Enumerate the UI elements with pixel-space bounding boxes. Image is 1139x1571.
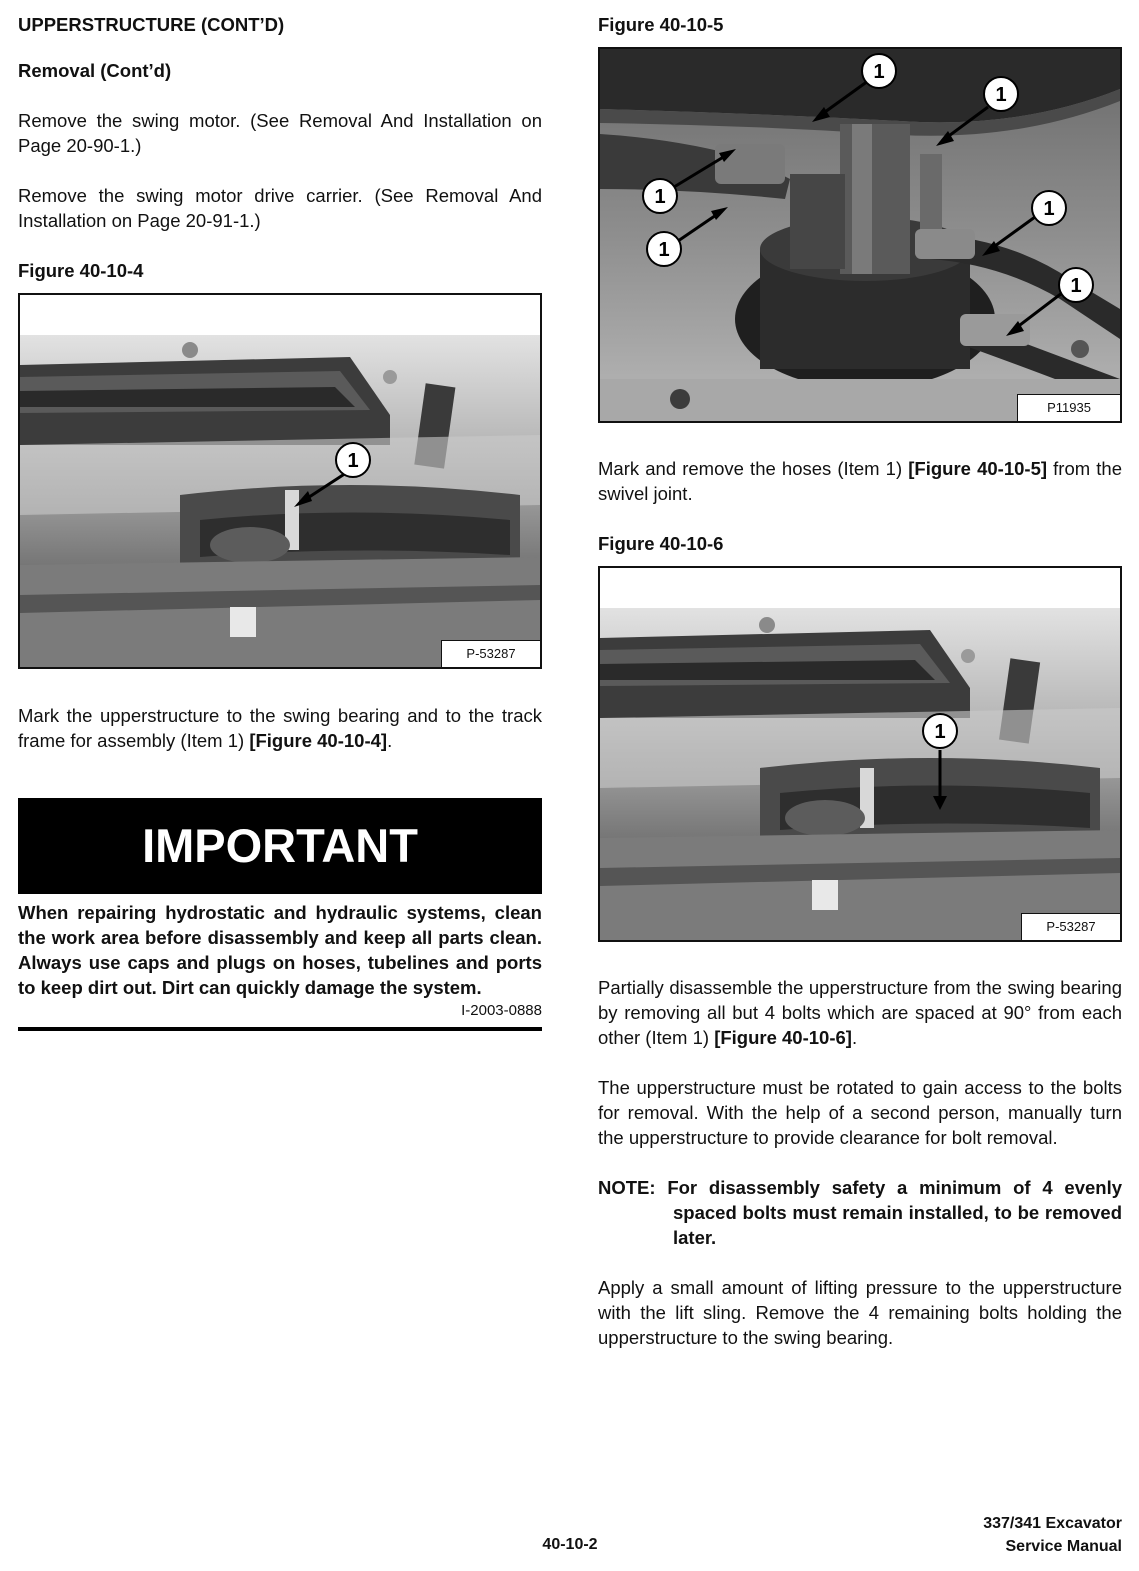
figure-40-10-6 (598, 566, 1122, 942)
important-heading: IMPORTANT (18, 798, 542, 894)
photo-number: P-53287 (1021, 913, 1120, 940)
paragraph-remove-swing-motor: Remove the swing motor. (See Removal And Installation on Page 20-90-1.) (18, 110, 542, 156)
figure-title: Figure 40-10-6 (598, 533, 724, 554)
callout-label: 1 (1070, 275, 1082, 297)
left-column (18, 12, 542, 1031)
callout-label: 1 (873, 61, 885, 83)
note-disassembly-safety: NOTE: For disassembly safety a minimum of 4 evenly spaced bolts must remain installed, to be removed later. (598, 1177, 1122, 1248)
important-reference: I-2003-0888 (461, 1002, 542, 1019)
callout-label: 1 (654, 186, 666, 208)
paragraph-remove-drive-carrier: Remove the swing motor drive carrier. (See Removal And Installation on Page 20-91-1.) (18, 185, 542, 231)
callout-label: 1 (347, 450, 359, 472)
manual-title-line1: 337/341 Excavator (983, 1515, 1122, 1532)
photo-number: P-53287 (441, 640, 540, 667)
callout-label: 1 (934, 721, 946, 743)
photo-swing-bearing (20, 295, 540, 667)
callout-label: 1 (658, 239, 670, 261)
section-heading: UPPERSTRUCTURE (CONT’D) (18, 14, 285, 35)
sub-heading: Removal (Cont’d) (18, 60, 172, 81)
manual-title-line2: Service Manual (1005, 1538, 1122, 1555)
page-number: 40-10-2 (542, 1536, 598, 1553)
figure-40-10-5 (598, 47, 1122, 423)
callout-label: 1 (1043, 198, 1055, 220)
figure-40-10-4 (18, 293, 542, 669)
important-notice (18, 798, 542, 1031)
paragraph-mark-upperstructure: Mark the upperstructure to the swing bearing and to the track frame for assembly (Item 1) [Figure 40-10-4]. (18, 705, 542, 751)
photo-number: P11935 (1017, 394, 1120, 421)
manual-title (983, 1512, 1122, 1558)
figure-title: Figure 40-10-5 (598, 14, 724, 35)
paragraph-mark-hoses: Mark and remove the hoses (Item 1) [Figure 40-10-5] from the swivel joint. (598, 458, 1122, 504)
important-divider (18, 1027, 542, 1031)
photo-swivel-joint-hoses (600, 49, 1120, 421)
important-text: When repairing hydrostatic and hydraulic systems, clean the work area before disassembly and keep all parts clean. Always use caps and plugs on hoses, tubelines and ports to keep dirt out. Dirt can quickly damage the system. (18, 902, 542, 998)
callout-label: 1 (995, 84, 1007, 106)
paragraph-partially-disassemble: Partially disassemble the upperstructure from the swing bearing by removing all but 4 bolts which are spaced at 90° from each other (Item 1) [Figure 40-10-6]. (598, 977, 1122, 1048)
photo-swing-bearing-bolts (600, 568, 1120, 940)
paragraph-apply-lifting-pressure: Apply a small amount of lifting pressure to the upperstructure with the lift sling. Remove the 4 remaining bolts holding the upperstructure to the swing bearing. (598, 1277, 1122, 1348)
figure-title: Figure 40-10-4 (18, 260, 144, 281)
right-column (598, 12, 1122, 1350)
paragraph-rotate-upperstructure: The upperstructure must be rotated to gain access to the bolts for removal. With the help of a second person, manually turn the upperstructure to provide clearance for bolt removal. (598, 1077, 1122, 1148)
